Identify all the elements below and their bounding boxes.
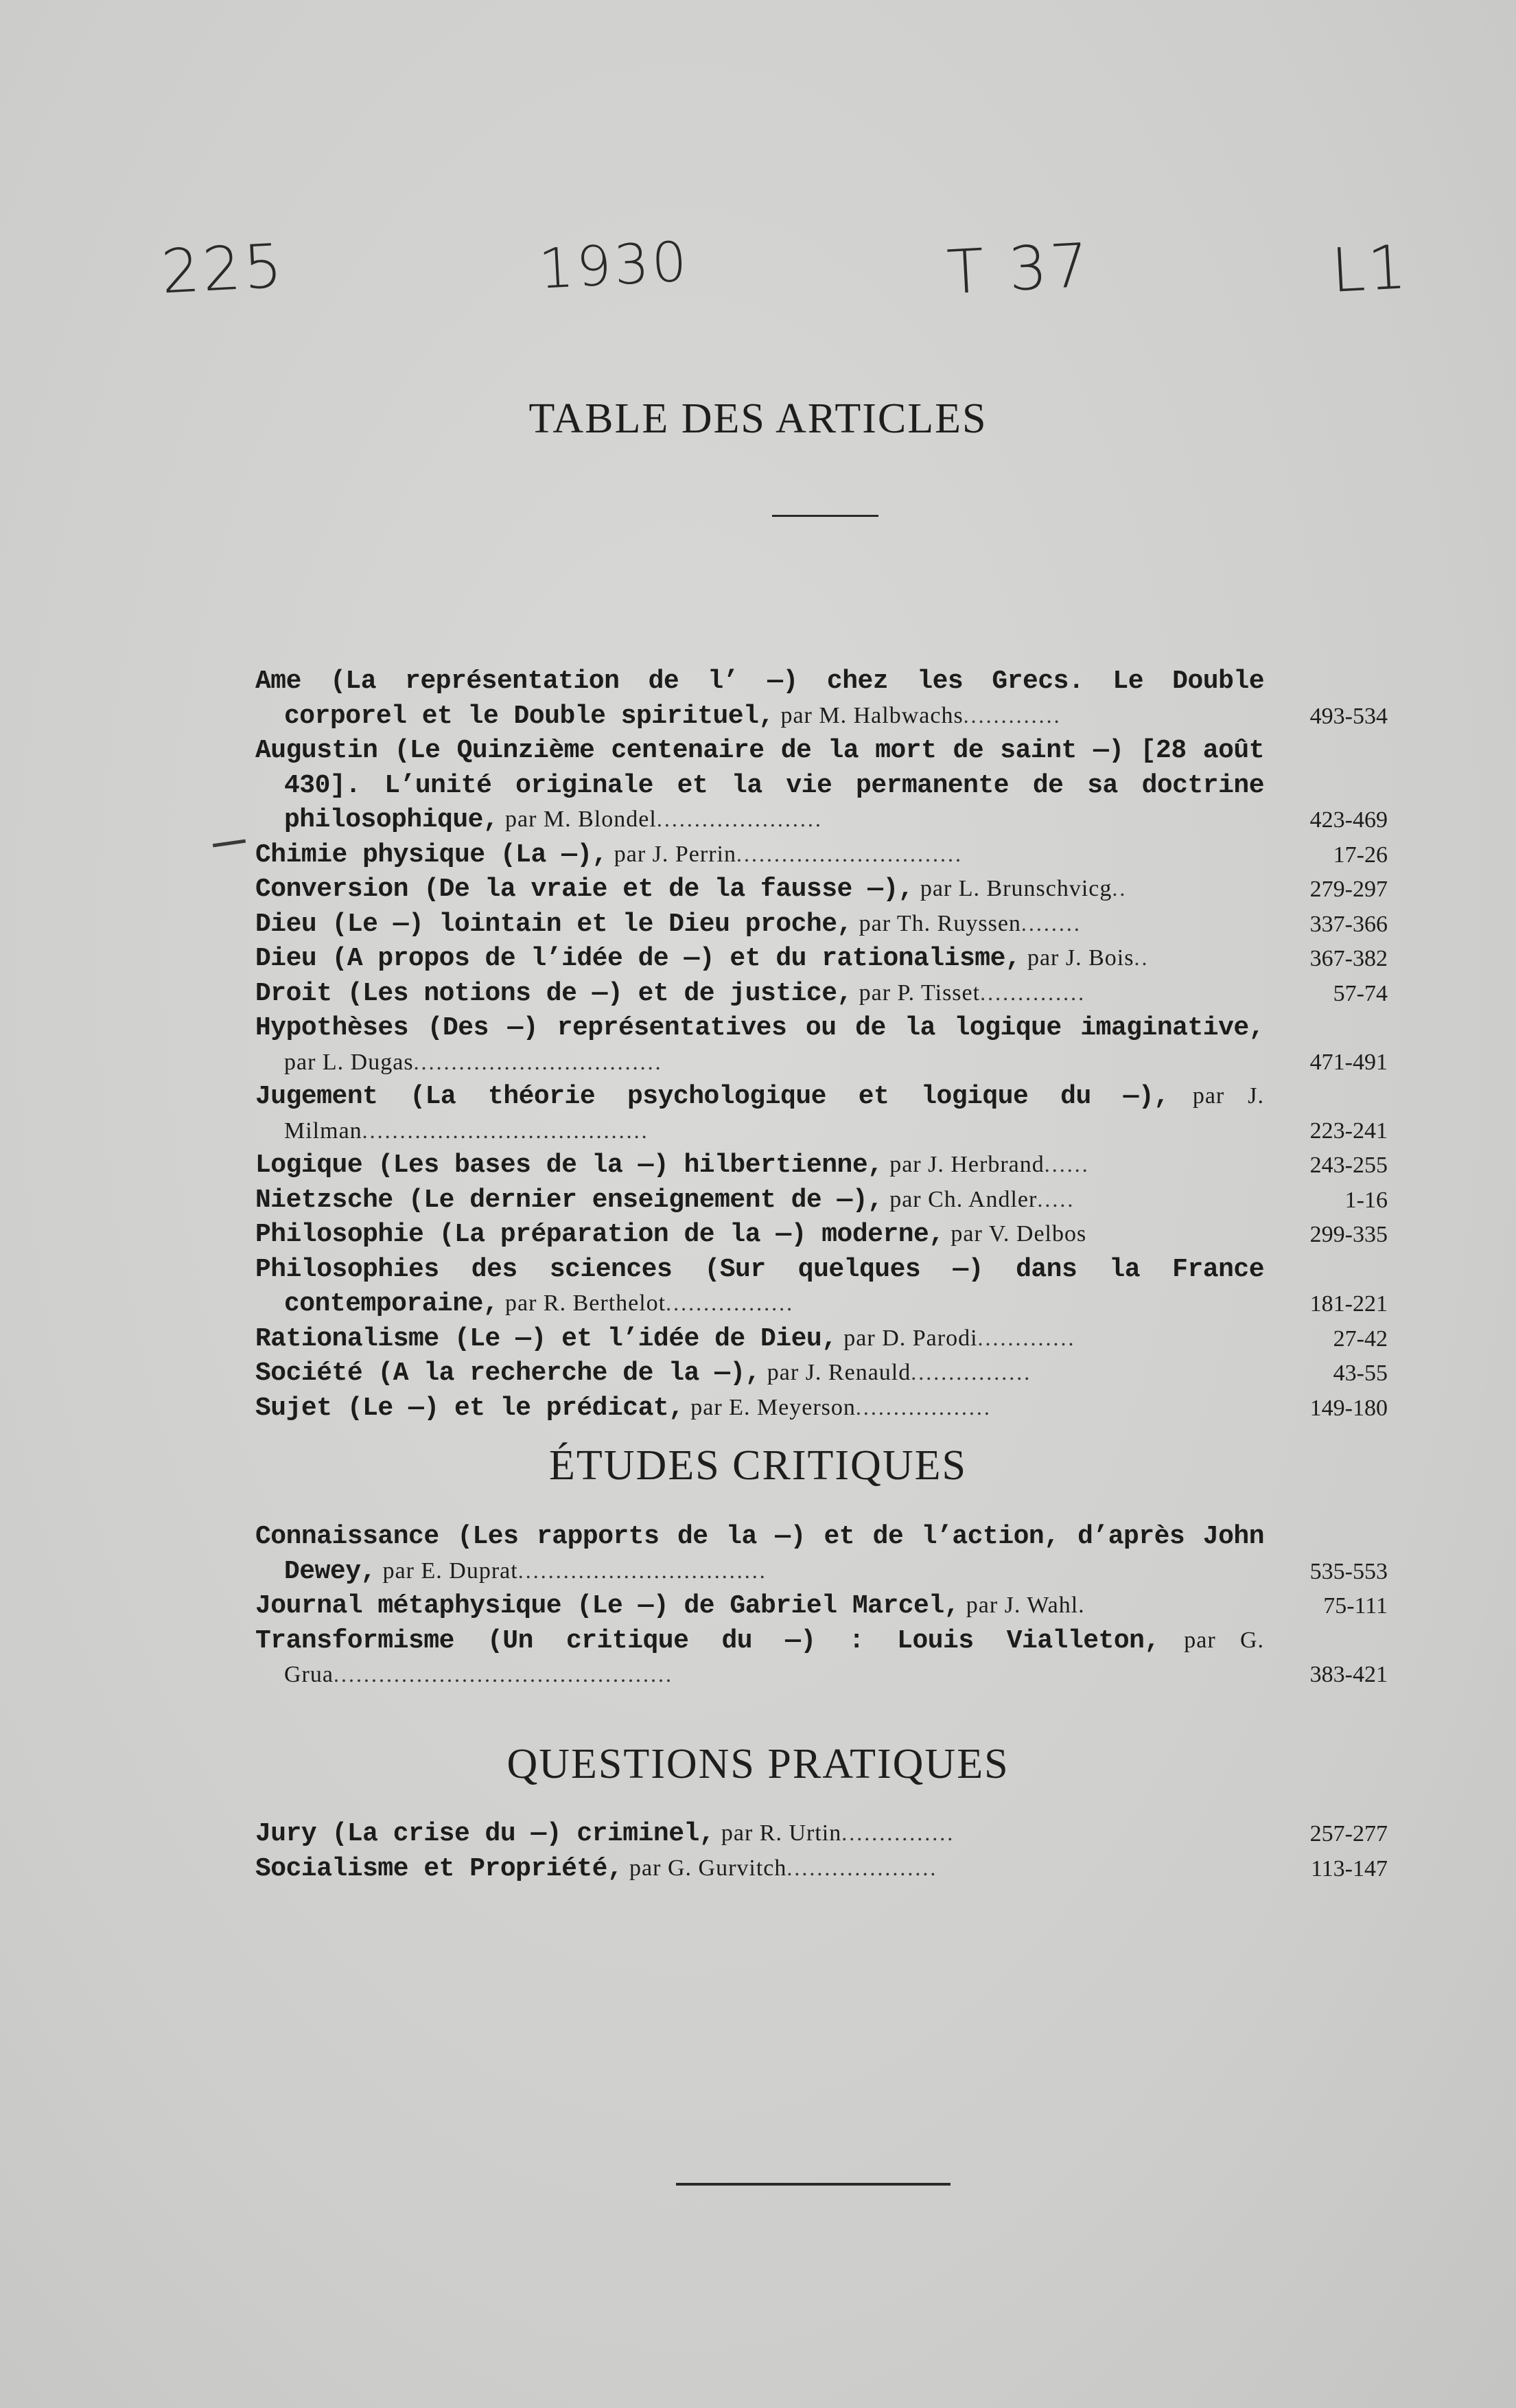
leader-dots: ................ — [911, 1360, 1032, 1385]
entry-title: Journal métaphysique (Le —) de Gabriel Marcel, — [255, 1591, 959, 1621]
entry-author: par P. Tisset — [859, 980, 981, 1006]
entry-title: Jury (La crise du —) criminel, — [255, 1819, 715, 1849]
entry-title: Sujet (Le —) et le prédicat, — [255, 1393, 684, 1423]
leader-dots: ............. — [977, 1325, 1076, 1350]
entry-pages: 299-335 — [1309, 1222, 1388, 1247]
toc-entry — [255, 1355, 1388, 1390]
entry-author: par M. Blondel — [505, 807, 657, 832]
leader-dots: ................. — [666, 1290, 795, 1315]
entry-title: Logique (Les bases de la —) hilbertienne, — [255, 1150, 883, 1180]
leader-dots: ................................. — [413, 1049, 663, 1074]
entry-pages: 243-255 — [1309, 1153, 1388, 1178]
entry-pages: 279-297 — [1309, 877, 1388, 902]
toc-entry — [255, 940, 1388, 975]
entry-author: par V. Delbos — [951, 1221, 1087, 1247]
leader-dots: ...... — [1044, 1152, 1090, 1177]
entry-author: par G. Grua — [284, 1627, 1265, 1687]
entry-author: par Ch. Andler — [889, 1186, 1038, 1212]
leader-dots: ...................................... — [362, 1118, 649, 1143]
entry-pages: 17-26 — [1333, 842, 1388, 868]
toc-entry — [255, 975, 1388, 1010]
entry-author: par M. Halbwachs — [780, 702, 964, 728]
leader-dots: ...................... — [656, 807, 823, 831]
entry-pages: 1-16 — [1344, 1187, 1388, 1213]
toc-entry — [255, 1816, 1388, 1851]
end-divider — [676, 2183, 951, 2186]
entry-author: par L. Brunschvicg — [920, 876, 1112, 901]
entry-author: par L. Dugas — [284, 1049, 414, 1075]
entry-title: Dieu (A propos de l’idée de —) et du rationalisme, — [255, 944, 1021, 973]
entry-author: par J. Milman — [284, 1083, 1265, 1144]
entry-pages: 257-277 — [1309, 1821, 1388, 1846]
entry-author: par R. Urtin — [721, 1820, 842, 1846]
entry-pages: 181-221 — [1309, 1291, 1388, 1317]
entry-title: Droit (Les notions de —) et de justice, — [255, 978, 852, 1008]
entry-title: Nietzsche (Le dernier enseignement de —), — [255, 1185, 883, 1215]
entry-pages: 27-42 — [1333, 1325, 1388, 1352]
entry-pages: 337-366 — [1309, 911, 1388, 937]
entry-author: par J. Bois — [1027, 945, 1134, 971]
entry-author: par R. Berthelot — [505, 1290, 666, 1316]
toc-entry — [255, 1251, 1388, 1321]
etudes-list — [255, 1518, 1388, 1691]
entry-author: par D. Parodi — [843, 1325, 978, 1351]
questions-list — [255, 1816, 1388, 1885]
leader-dots: ..... — [1037, 1186, 1075, 1212]
entry-pages: 383-421 — [1309, 1662, 1388, 1687]
handwritten-volume: T 37 — [945, 229, 1093, 308]
entry-author: par G. Gurvitch — [629, 1855, 787, 1881]
section-title-articles: TABLE DES ARTICLES — [528, 395, 988, 442]
entry-title: Chimie physique (La —), — [255, 840, 607, 870]
entry-title: Ame (La représentation de l’ —) chez les Grecs. Le Double corporel et le Double spirituel, — [255, 667, 1264, 731]
toc-entry — [255, 837, 1388, 872]
entry-title: Jugement (La théorie psychologique et logique du —), — [255, 1082, 1169, 1111]
leader-dots: ................................. — [517, 1558, 767, 1583]
entry-pages: 149-180 — [1309, 1395, 1388, 1421]
entry-pages: 493-534 — [1309, 703, 1388, 729]
entry-author: par E. Duprat — [382, 1558, 518, 1584]
toc-entry — [255, 1182, 1388, 1217]
entry-title: Conversion (De la vraie et de la fausse —), — [255, 875, 914, 904]
leader-dots: ............................................. — [333, 1662, 673, 1687]
toc-entry — [255, 1390, 1388, 1425]
entry-title: Société (A la recherche de la —), — [255, 1358, 761, 1388]
entry-title: Philosophies des sciences (Sur quelques —) dans la France contemporaine, — [255, 1254, 1264, 1319]
leader-dots: ............. — [963, 702, 1062, 728]
entry-title: Connaissance (Les rapports de la —) et de l’action, d’après John Dewey, — [255, 1522, 1264, 1586]
toc-entry — [255, 1078, 1388, 1147]
toc-entry — [255, 1588, 1388, 1623]
entry-title: Socialisme et Propriété, — [255, 1853, 623, 1884]
leader-dots: .............................. — [736, 841, 963, 866]
entry-pages: 57-74 — [1333, 980, 1388, 1006]
toc-entry — [255, 871, 1388, 906]
section-title-questions: QUESTIONS PRATIQUES — [506, 1741, 1010, 1787]
entry-title: Augustin (Le Quinzième centenaire de la mort de saint —) [28 août 430]. L’unité originale et la vie permanente de sa doctrine philosophique, — [255, 736, 1264, 835]
entry-pages: 367-382 — [1309, 946, 1388, 971]
leader-dots: .................... — [786, 1855, 938, 1880]
section-title-etudes: ÉTUDES CRITIQUES — [549, 1442, 967, 1489]
toc-entry — [255, 663, 1388, 732]
entry-author: par J. Renauld — [767, 1360, 911, 1385]
entry-title: Transformisme (Un critique du —) : Louis Vialleton, — [255, 1625, 1160, 1656]
toc-entry — [255, 1321, 1388, 1356]
entry-pages: 75-111 — [1323, 1593, 1388, 1619]
entry-pages: 113-147 — [1310, 1855, 1388, 1882]
entry-pages: 223-241 — [1309, 1118, 1388, 1144]
leader-dots: .. — [1134, 945, 1150, 970]
entry-pages: 423-469 — [1309, 807, 1388, 833]
leader-dots: .............. — [980, 980, 1086, 1005]
articles-list — [255, 663, 1388, 1424]
toc-entry — [255, 1623, 1388, 1691]
entry-author: par J. Herbrand — [889, 1152, 1045, 1177]
handwritten-shelf-mark: L1 — [1329, 231, 1411, 306]
margin-dash-mark — [213, 840, 246, 848]
leader-dots: .................. — [855, 1394, 992, 1420]
entry-author: par J. Wahl. — [966, 1593, 1085, 1618]
toc-entry — [255, 1851, 1388, 1886]
entry-title: Rationalisme (Le —) et l’idée de Dieu, — [255, 1323, 837, 1354]
leader-dots: ........ — [1021, 910, 1082, 936]
handwritten-number: 225 — [159, 230, 287, 308]
leader-dots: .. — [1112, 876, 1128, 901]
toc-entry — [255, 732, 1388, 837]
entry-pages: 471-491 — [1309, 1049, 1388, 1075]
entry-author: par Th. Ruyssen — [859, 910, 1021, 936]
toc-entry — [255, 906, 1388, 941]
toc-entry — [255, 1147, 1388, 1182]
toc-entry — [255, 1010, 1388, 1078]
entry-title: Philosophie (La préparation de la —) moderne, — [255, 1220, 944, 1249]
entry-pages: 535-553 — [1309, 1558, 1388, 1584]
handwritten-year: 1930 — [537, 229, 691, 301]
toc-entry — [255, 1518, 1388, 1588]
entry-author: par E. Meyerson — [690, 1394, 856, 1420]
leader-dots: ............... — [841, 1820, 955, 1845]
entry-title: Dieu (Le —) lointain et le Dieu proche, — [255, 909, 852, 939]
title-divider — [772, 515, 878, 517]
entry-author: par J. Perrin — [614, 841, 736, 867]
entry-pages: 43-55 — [1333, 1361, 1388, 1386]
toc-entry — [255, 1216, 1388, 1251]
entry-title: Hypothèses (Des —) représentatives ou de la logique imaginative, — [255, 1013, 1264, 1043]
